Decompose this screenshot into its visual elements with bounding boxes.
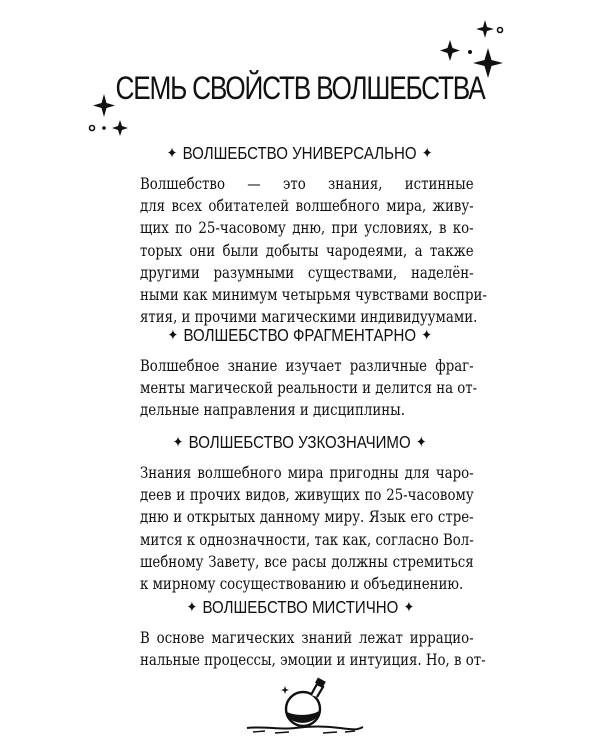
section-heading	[0, 432, 600, 453]
paragraph-line: ятия, и прочими магическими индивидуумами.	[140, 308, 478, 327]
section-heading	[0, 143, 600, 164]
potion-flask-icon	[245, 676, 365, 736]
section-heading-text: ВОЛШЕБСТВО ФРАГМЕНТАРНО	[183, 325, 417, 345]
diamond-bullet-icon: ✦	[422, 145, 433, 162]
section-paragraph	[140, 627, 486, 671]
section-paragraph	[140, 355, 478, 422]
paragraph-line: к мирному сосуществованию и объединению.	[140, 575, 464, 594]
page-title: СЕМЬ СВОЙСТВ ВОЛШЕБСТВА	[115, 70, 485, 106]
paragraph-line: нальные процессы, эмоции и интуиция. Но, в от-	[140, 651, 486, 670]
paragraph-line: Знания волшебного мира пригодны для чаро-	[140, 464, 474, 482]
paragraph-line: щих по 25-часовому дню, при условиях, в ко-	[140, 219, 474, 238]
diamond-bullet-icon: ✦	[416, 434, 427, 451]
paragraph-line: Волшебство — это знания, истинные	[140, 175, 474, 193]
diamond-bullet-icon: ✦	[173, 434, 184, 451]
paragraph-line: дню и открытых данному миру. Язык его стре-	[140, 508, 474, 527]
paragraph-line: мится к однозначности, так как, согласно Вол-	[140, 530, 474, 549]
section-heading	[0, 325, 600, 346]
section-paragraph	[140, 173, 487, 328]
paragraph-line: другими разумными существами, наделён-	[140, 263, 474, 282]
section-heading-text: ВОЛШЕБСТВО УЗКОЗНАЧИМО	[188, 432, 412, 452]
paragraph-line: торых они были добыты чародеями, а также	[140, 241, 474, 260]
paragraph-line: Волшебное знание изучает различные фраг-	[140, 357, 474, 375]
paragraph-line: шебному Завету, все расы должны стремиться	[140, 552, 474, 571]
paragraph-line: ными как минимум четырьмя чувствами воспри-	[140, 286, 487, 305]
diamond-bullet-icon: ✦	[421, 327, 433, 344]
section-paragraph	[140, 462, 474, 595]
paragraph-line: менты магической реальности и делится на от-	[140, 379, 478, 398]
diamond-bullet-icon: ✦	[186, 599, 197, 616]
diamond-bullet-icon: ✦	[403, 599, 414, 616]
section-heading-text: ВОЛШЕБСТВО МИСТИЧНО	[202, 597, 398, 617]
paragraph-line: для всех обитателей волшебного мира, живу-	[140, 197, 474, 216]
diamond-bullet-icon: ✦	[167, 145, 178, 162]
paragraph-line: В основе магических знаний лежат иррацио-	[140, 629, 474, 647]
paragraph-line: дельные направления и дисциплины.	[140, 401, 406, 420]
diamond-bullet-icon: ✦	[167, 327, 179, 344]
section-heading	[0, 597, 600, 618]
section-heading-text: ВОЛШЕБСТВО УНИВЕРСАЛЬНО	[183, 143, 417, 163]
paragraph-line: деев и прочих видов, живущих по 25-часовому	[140, 486, 474, 505]
